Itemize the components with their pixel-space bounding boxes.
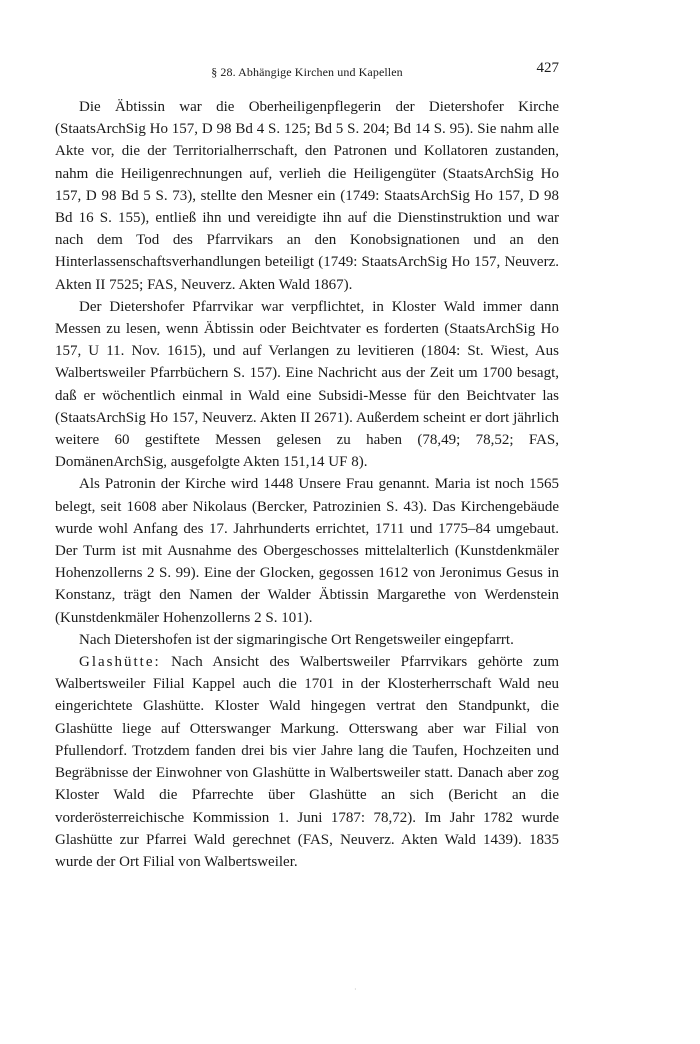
paragraph-glashuette <box>55 651 559 873</box>
running-header <box>55 60 559 84</box>
footer-mark: · <box>354 985 357 994</box>
running-header-title: § 28. Abhängige Kirchen und Kapellen <box>211 65 403 79</box>
paragraph-patroness: Als Patronin der Kirche wird 1448 Unsere Frau genannt. Maria ist noch 1565 belegt, seit 1608 aber Nikolaus (Bercker, Patrozinien S. 43). Das Kirchengebäude wurde wohl Anfang des 17. Jahrhunderts errichtet, 1711 und 1775–84 umgebaut. Der Turm ist mit Ausnahme des Obergeschosses mittelalterlich (Kunstdenkmäler Hohenzollerns 2 S. 99). Eine der Glocken, gegossen 1612 von Jeronimus Gesus in Konstanz, trägt den Namen der Walder Äbtissin Margarethe von Werdenstein (Kunstdenkmäler Hohenzollerns 2 S. 101). <box>55 476 559 626</box>
glashuette-text: Nach Ansicht des Walbertsweiler Pfarrvikars gehörte zum Walbertsweiler Filial Kappel auch die 1701 in der Klosterherrschaft Wald neu eingerichtete Glashütte. Kloster Wald hingegen vertrat den Standpunkt, die Glashütte liege auf Otterswanger Markung. Otterswang aber war Filial von Pfullendorf. Trotzdem fanden drei bis vier Jahre lang die Taufen, Hochzeiten und Begräbnisse der Einwohner von Glashütte in Walbertsweiler statt. Danach aber zog Kloster Wald die Pfarrechte über Glashütte an sich (Bericht an die vorderösterreichische Kommission 1. Juni 1787: 78,72). Im Jahr 1782 wurde Glashütte zur Pfarrei Wald gerechnet (FAS, Neuverz. Akten Wald 1439). 1835 wurde der Ort Filial von Walbertsweiler. <box>55 654 559 870</box>
glashuette-lead: Glashütte: <box>79 654 161 671</box>
page-number: 427 <box>536 60 559 76</box>
paragraph-parish-vicar: Der Dietershofer Pfarrvikar war verpflichtet, in Kloster Wald immer dann Messen zu lesen, wenn Äbtissin oder Beichtvater es forderten (StaatsArchSig Ho 157, U 11. Nov. 1615), und auf Verlangen zu levitieren (1804: St. Wiest, Aus Walbertsweiler Pfarrbüchern S. 157). Eine Nachricht aus der Zeit um 1700 besagt, daß er wöchentlich einmal in Wald eine Subsidi-Messe für den Beichtvater las (StaatsArchSig Ho 157, Neuverz. Akten II 2671). Außerdem scheint er dort jährlich weitere 60 gestiftete Messen gelesen zu haben (78,49; 78,52; FAS, DomänenArchSig, ausgefolgte Akten 151,14 UF 8). <box>55 298 559 471</box>
paragraph-rengetsweiler: Nach Dietershofen ist der sigmaringische Ort Rengetsweiler eingepfarrt. <box>79 631 514 648</box>
paragraph-abbess-duties: Die Äbtissin war die Oberheiligenpflegerin der Dietershofer Kirche (StaatsArchSig Ho 157, D 98 Bd 4 S. 125; Bd 5 S. 204; Bd 14 S. 95). Sie nahm alle Akte vor, die der Territorialherrschaft, den Patronen und Kollatoren zustanden, nahm die Heiligenrechnungen auf, verlieh die Heiligengüter (StaatsArchSig Ho 157, D 98 Bd 5 S. 73), stellte den Mesner ein (1749: StaatsArchSig Ho 157, D 98 Bd 16 S. 155), entließ ihn und vereidigte ihn auf die Dienstinstruktion und war nach dem Tod des Pfarrvikars an den Konobsignationen und an den Hinterlassenschaftsverhandlungen beteiligt (1749: StaatsArchSig Ho 157, Neuverz. Akten II 7525; FAS, Neuverz. Akten Wald 1867). <box>55 99 559 293</box>
body-text <box>55 96 559 873</box>
